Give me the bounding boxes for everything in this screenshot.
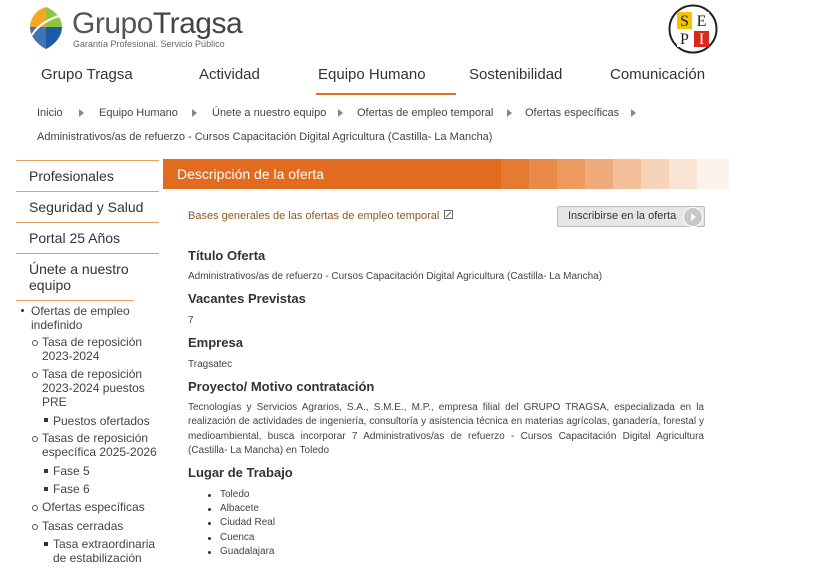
work-locations-list [208,488,275,559]
bullet-circle-icon [32,372,38,378]
breadcrumb-arrow-icon [338,109,343,117]
bullet-circle-icon [32,524,38,530]
breadcrumb-equipo-humano[interactable]: Equipo Humano [99,107,178,119]
grupo-tragsa-logo[interactable] [28,5,243,51]
section-heading-titulo: Título Oferta [188,248,266,263]
company-value: Tragsatec [188,359,233,370]
apply-offer-button[interactable] [557,206,705,227]
bullet-square-icon [44,542,48,546]
sepi-logo[interactable] [668,4,718,54]
list-item: Albacete [208,502,275,516]
list-item: Toledo [208,488,275,502]
section-heading-lugar: Lugar de Trabajo [188,465,293,480]
logo-name: GrupoTragsa [72,7,243,40]
bullet-square-icon [44,487,48,491]
nav-item-grupo-tragsa[interactable]: Grupo Tragsa [41,66,133,83]
sidebar-link-tasa-2023[interactable]: Tasa de reposición 2023-2024 [42,335,143,363]
section-heading-proyecto: Proyecto/ Motivo contratación [188,379,375,394]
list-item: Cuenca [208,531,275,545]
nav-item-sostenibilidad[interactable]: Sostenibilidad [469,66,563,83]
list-item: Guadalajara [208,545,275,559]
bullet-square-icon [44,418,48,422]
section-heading-empresa: Empresa [188,335,243,350]
sidebar-link-ofertas-especificas[interactable]: Ofertas específicas [42,500,145,514]
offer-title-bar [163,159,729,189]
bullet-square-icon [44,469,48,473]
list-item: Ciudad Real [208,516,275,530]
project-description: Tecnologías y Servicios Agrarios, S.A., S.M.E., M.P., empresa filial del GRUPO TRAGSA, especializada en la realización de actividades de ingeniería, consultoría y asistencia técnica en materias agrícolas, ganadería, forestal y medioambiental, busca incorporar 7 Administrativos/as de refuerzo - Cursos Capacitación Digital Agricultura (Castilla- La Mancha) en Toledo [188,402,704,456]
vacancies-value: 7 [188,315,194,326]
sidebar-item-profesionales[interactable]: Profesionales [16,160,159,192]
sidebar [16,160,159,301]
apply-offer-label: Inscribirse en la oferta [568,210,677,222]
logo-tagline: Garantía Profesional. Servicio Público [73,39,225,49]
sidebar-item-seguridad[interactable]: Seguridad y Salud [16,192,159,223]
sidebar-link-ofertas-indefinido[interactable]: Ofertas de empleo indefinido [31,304,130,332]
sidebar-link-puestos-ofertados[interactable]: Puestos ofertados [53,414,150,428]
bullet-circle-icon [32,436,38,442]
sepi-letter-s: S [680,13,689,30]
breadcrumb-arrow-icon [507,109,512,117]
breadcrumb-arrow-icon [79,109,84,117]
sidebar-link-tasa-extraordinaria[interactable]: Tasa extraordinaria de estabilización [53,537,156,565]
sidebar-link-tasas-cerradas[interactable]: Tasas cerradas [42,519,124,533]
sidebar-link-tasas-2025[interactable]: Tasas de reposición específica 2025-2026 [42,431,157,459]
breadcrumb-current: Administrativos/as de refuerzo - Cursos Capacitación Digital Agricultura (Castilla- La Mancha) [37,131,493,143]
breadcrumb-inicio[interactable]: Inicio [37,107,63,119]
breadcrumb-arrow-icon [192,109,197,117]
sidebar-link-tasa-2023-pre[interactable]: Tasa de reposición 2023-2024 puestos PRE [42,367,145,409]
nav-item-equipo-humano[interactable]: Equipo Humano [318,66,426,83]
offer-title-bar-label: Descripción de la oferta [177,166,325,182]
breadcrumb-ofertas-especificas[interactable]: Ofertas específicas [525,107,620,119]
bases-generales-link[interactable] [188,210,453,222]
sidebar-item-unete[interactable]: Únete a nuestro equipo [16,254,134,301]
sidebar-item-portal-25[interactable]: Portal 25 Años [16,223,159,254]
sepi-letter-e: E [696,13,707,30]
breadcrumb-unete[interactable]: Únete a nuestro equipo [212,107,327,119]
external-link-icon [444,210,453,219]
sepi-letter-i: I [698,31,705,48]
bullet-circle-icon [32,505,38,511]
main-navigation [14,60,728,92]
bullet-circle-icon [32,340,38,346]
bullet-icon [21,309,24,312]
nav-item-comunicacion[interactable]: Comunicación [610,66,706,83]
sidebar-link-fase6[interactable]: Fase 6 [53,482,90,496]
arrow-right-icon [683,207,703,227]
sidebar-link-fase5[interactable]: Fase 5 [53,464,90,478]
breadcrumb-ofertas-temporal[interactable]: Ofertas de empleo temporal [357,107,494,119]
nav-item-actividad[interactable]: Actividad [199,66,260,83]
bases-generales-label: Bases generales de las ofertas de empleo temporal [188,210,440,222]
breadcrumb-arrow-icon [631,109,636,117]
tragsa-logo-icon [28,5,64,51]
section-heading-vacantes: Vacantes Previstas [188,291,306,306]
sepi-letter-p: P [680,31,689,48]
nav-active-indicator [316,93,456,95]
offer-title-value: Administrativos/as de refuerzo - Cursos Capacitación Digital Agricultura (Castilla- La Mancha) [188,271,603,282]
